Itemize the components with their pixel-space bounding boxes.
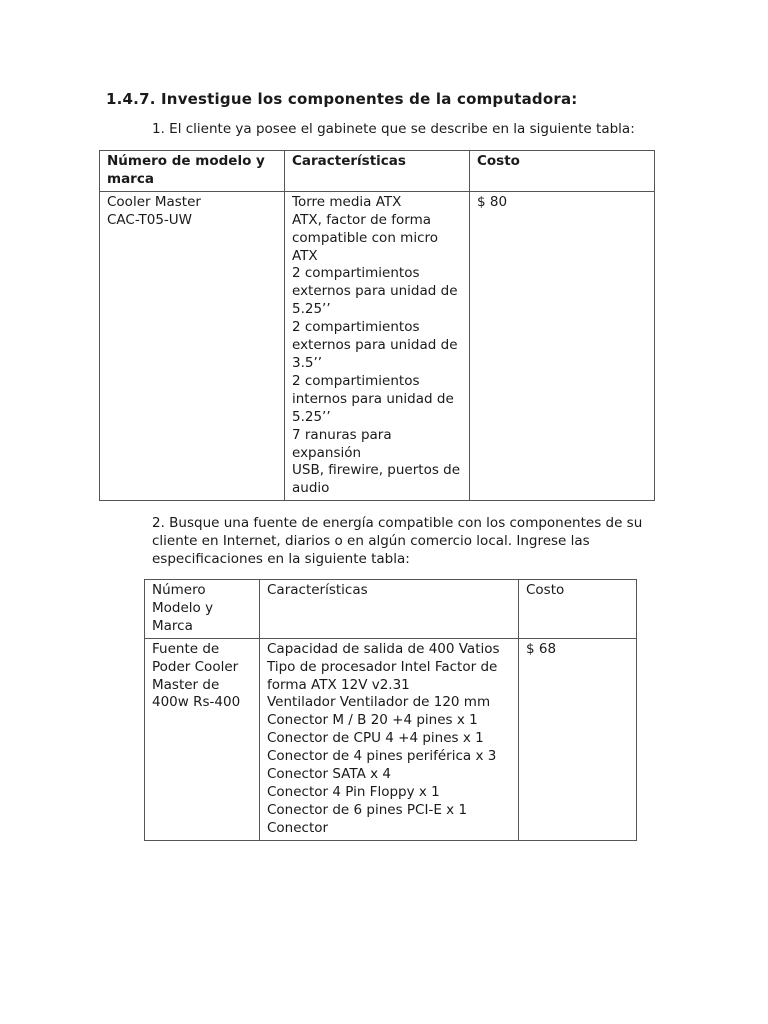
- psu-feature-line: Conector SATA x 4: [267, 766, 391, 783]
- case-feature-line: USB, firewire, puertos de audio: [292, 462, 461, 497]
- section-heading: 1.4.7. Investigue los componentes de la computadora:: [106, 90, 578, 108]
- psu-features-cell: [260, 638, 519, 840]
- case-cost-cell: $ 80: [470, 191, 655, 500]
- case-header-cost: Costo: [470, 151, 655, 192]
- case-header-features: Características: [285, 151, 470, 192]
- psu-table: [144, 579, 637, 841]
- case-feature-line: 2 compartimientos externos para unidad de 5.25’’: [292, 265, 458, 318]
- psu-cost-cell: $ 68: [519, 638, 637, 840]
- psu-feature-line: Tipo de procesador Intel Factor de forma ATX 12V v2.31: [267, 658, 498, 693]
- psu-feature-line: Conector: [267, 819, 329, 836]
- case-header-model: Número de modelo y marca: [100, 151, 285, 192]
- case-model-line: CAC-T05-UW: [107, 211, 193, 228]
- case-feature-line: Torre media ATX: [292, 193, 402, 210]
- case-feature-line: 2 compartimientos externos para unidad de 3.5’’: [292, 319, 458, 371]
- psu-feature-line: Capacidad de salida de 400 Vatios: [267, 640, 500, 657]
- psu-table-header-row: [145, 580, 637, 639]
- psu-header-cost: Costo: [519, 580, 637, 639]
- case-table-intro: 1. El cliente ya posee el gabinete que se describe en la siguiente tabla:: [152, 121, 635, 137]
- psu-header-model: Número Modelo y Marca: [145, 580, 260, 639]
- case-feature-line: ATX, factor de forma compatible con micro ATX: [292, 211, 439, 264]
- table-row: [100, 191, 655, 500]
- psu-feature-line: Conector 4 Pin Floppy x 1: [267, 783, 440, 800]
- psu-feature-line: Conector de 4 pines periférica x 3: [267, 748, 497, 765]
- psu-model-cell: Fuente de Poder Cooler Master de 400w Rs-400: [145, 638, 260, 840]
- case-table-header-row: [100, 151, 655, 192]
- psu-feature-line: Conector M / B 20 +4 pines x 1: [267, 712, 478, 729]
- psu-header-features: Características: [260, 580, 519, 639]
- case-table: [99, 150, 655, 501]
- case-model-cell: [100, 191, 285, 500]
- psu-feature-line: Conector de 6 pines PCI-E x 1: [267, 801, 468, 818]
- case-features-cell: [285, 191, 470, 500]
- table-row: [145, 638, 637, 840]
- case-model-line: Cooler Master: [107, 193, 201, 210]
- case-feature-line: 2 compartimientos internos para unidad de 5.25’’: [292, 372, 454, 425]
- psu-feature-line: Conector de CPU 4 +4 pines x 1: [267, 730, 484, 747]
- psu-table-intro: 2. Busque una fuente de energía compatible con los componentes de su cliente en Internet, diarios o en algún comercio local. Ingrese las especificaciones en la siguiente tabla:: [152, 515, 643, 567]
- psu-feature-line: Ventilador Ventilador de 120 mm: [267, 694, 491, 711]
- case-feature-line: 7 ranuras para expansión: [292, 426, 392, 461]
